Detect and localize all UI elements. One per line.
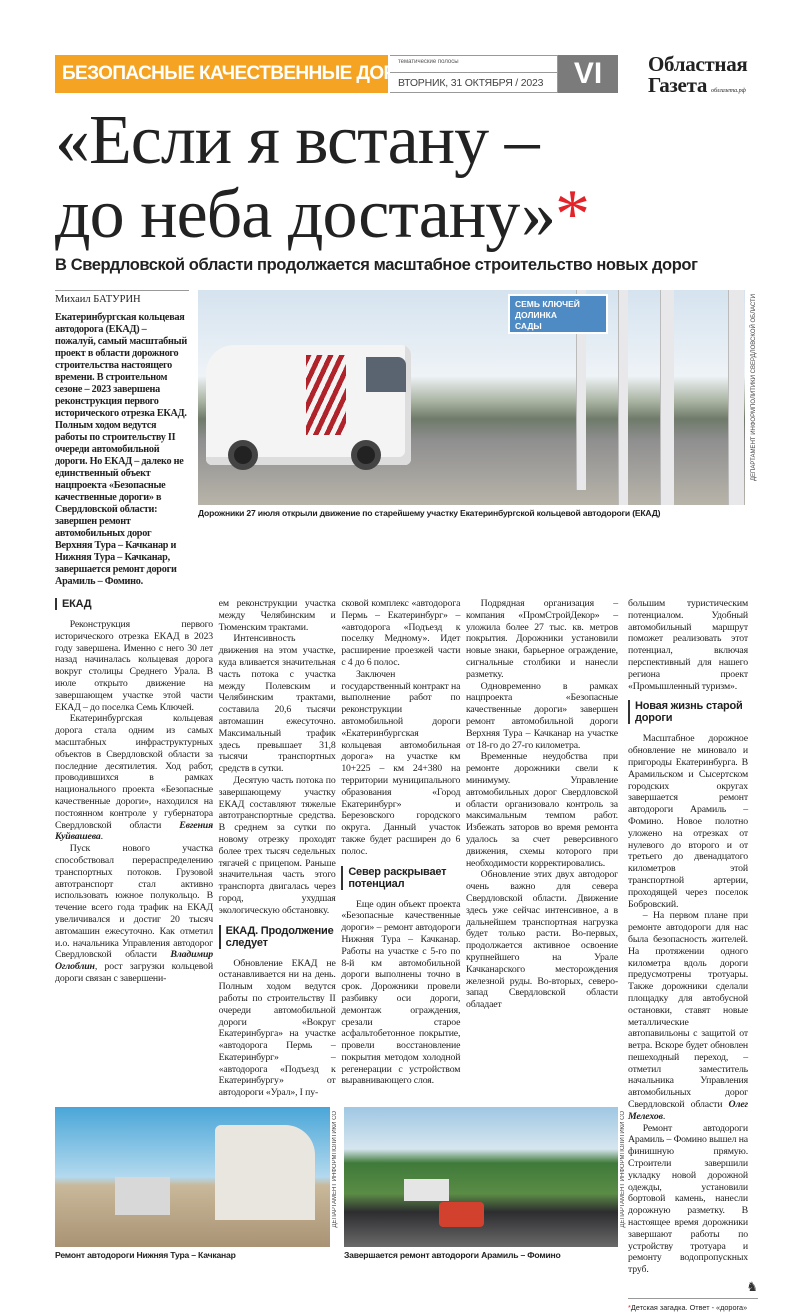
section-heading: ЕКАД. Продолжение следует — [219, 925, 336, 949]
sign-line: СЕМЬ КЛЮЧЕЙ — [515, 299, 580, 309]
section-heading: Новая жизнь старой дороги — [628, 700, 748, 724]
paragraph-text: ем реконструкции участка между Челябинским и Тюменским трактами. — [218, 598, 336, 633]
article-column-4 — [466, 598, 618, 1011]
headline-asterisk: * — [554, 176, 589, 253]
photo-caption-right: Завершается ремонт автодороги Арамиль – Фомино — [344, 1250, 561, 1261]
paragraph-text: Ремонт автодороги Арамиль – Фомино вышел на финишную прямую. Строители завершили укладку новой дорожной одежды, установили бортовой камень, нанесли дорожную разметку. В настоящее время дорожники завершают работы по устройству тротуара и ремонту водопропускных труб. — [628, 1122, 748, 1276]
person-name: Олег Мелехов — [628, 1099, 748, 1122]
divider — [390, 72, 557, 73]
article-column-5 — [628, 598, 748, 1276]
article-paragraph — [628, 1123, 748, 1276]
article-paragraph — [341, 669, 460, 858]
paragraph-text: сковой комплекс «автодорога Пермь – Екатеринбург» – «автодорога «Подъезд к поселку Медному». Идет расширение проезжей части с 4 до 6 полос. — [341, 598, 461, 668]
paragraph-text: Одновременно в рамках нацпроекта «Безопасные качественные дороги» завершен ремонт автомобильной дороги Верхняя Тура – Качканар на участке от 18-го до 27-го километра. — [465, 680, 618, 751]
byline: Михаил БАТУРИН — [55, 290, 189, 306]
article-column-1 — [55, 598, 213, 985]
section-heading: Север раскрывает потенциал — [341, 866, 460, 890]
person-name: Евгения Куйвашева — [55, 819, 213, 843]
sign-line: ДОЛИНКА — [515, 310, 557, 320]
road-sign — [508, 294, 608, 334]
photo-road-paving — [344, 1107, 618, 1247]
paragraph-text: Обновление этих двух автодорог очень важно для севера Свердловской области. Движение здесь уже сейчас интенсивное, а в дальнейшем транспортная нагрузка будет только расти. Во-первых, продолжается активное освоение крупнейшего на Урале Качканарского месторождения железной руды. Во-вторых, северо-запад Свердловской области обладает — [465, 869, 618, 1011]
photo-credit: ДЕПАРТАМЕНТ ИНФОРМПОЛИТИКИ СО — [620, 1111, 626, 1228]
article-paragraph — [219, 958, 336, 1100]
subheadline: В Свердловской области продолжается масштабное строительство новых дорог — [55, 256, 698, 274]
paragraph-text: Масштабное дорожное обновление не миновало и пригороды Екатеринбурга. В Арамильском и Сысертском городских округах завершается ремонт автодороги Арамиль – Фомино. Новое полотно уложено на отрезках от нулевого до второго и от третьего до двенадцатого километров этой транспортной артерии, проходящей через поселок Бобровский. — [628, 733, 748, 910]
paragraph-text: Реконструкция первого исторического отрезка ЕКАД в 2023 году завершена. Именно с него 30 лет назад начиналась кольцевая дорога вокруг столицы Среднего Урала. В июле открыто движение на завершающем участке этой части ЕКАД – до поселка Семь Ключей. — [55, 619, 213, 713]
newspaper-logo — [648, 54, 763, 102]
article-paragraph — [466, 598, 618, 681]
issue-info — [390, 55, 558, 93]
footnote-mark: * — [628, 1303, 631, 1312]
headline-line2: до неба достану» — [55, 176, 555, 253]
paragraph-text: Еще один объект проекта «Безопасные качественные дороги» – ремонт автодороги Нижняя Тура – Качканар. Работы на участке с 5-го по 8-й км автомобильной дороги выполнены точно в срок. Дорожники провели разбивку оси дороги, демонтаж ограждения, срезали старое асфальтобетонное покрытие, провели восстановление покрытия методом холодной регенерации с устройством выравнивающего слоя. — [341, 898, 461, 1087]
article-paragraph — [466, 869, 618, 1011]
footnote — [628, 1298, 758, 1312]
article-column-2 — [219, 598, 336, 1099]
main-photo-caption: Дорожники 27 июля открыли движение по старейшему участку Екатеринбургской кольцевой автодороги (ЕКАД) — [198, 508, 661, 518]
paragraph-text: . — [100, 831, 103, 843]
main-photo-ekad-van — [198, 290, 745, 505]
section-banner: БЕЗОПАСНЫЕ КАЧЕСТВЕННЫЕ ДОРОГИ — [55, 55, 388, 93]
paragraph-text: Временные неудобства при ремонте дорожники свели к минимуму. Управление автомобильных дорог Свердловской области организовало контроль за максимальным темпом работ. Избежать заторов во время ремонта удалось за счет реверсивного движения, схемы которого при необходимости корректировались. — [465, 751, 618, 869]
milling-machine — [215, 1125, 315, 1220]
paragraph-text: – На первом плане при ремонте автодороги для нас была безопасность жителей. На протяжении одного километра вдоль дороги предусмотрены тротуары. Также дорожники сделали площадку для автобусной остановки, ставят новые металлические автопавильоны с защитой от ветра. Вскоре будет обновлен пешеходный переход, – отметил заместитель начальника Управления автомобильных дорог Свердловской области — [628, 910, 748, 1111]
sign-line: САДЫ — [515, 321, 542, 331]
van-illustration — [206, 345, 411, 465]
article-column-3 — [341, 598, 460, 1087]
section-heading: ЕКАД — [55, 598, 213, 610]
person-name: Владимир Оглоблин — [55, 949, 213, 973]
paragraph-text: Обновление ЕКАД не останавливается ни на день. Полным ходом ведутся работы по строительству II очереди автомобильной дороги «Вокруг Екатеринбурга» на участке «автодорога Пермь – Екатеринбург» – «автодорога «Подъезд к Екатеринбургу» от автодороги «Урал», I пу- — [218, 957, 336, 1099]
article-paragraph — [219, 633, 336, 775]
headline — [55, 104, 775, 252]
article-paragraph — [219, 598, 336, 633]
article-paragraph — [466, 681, 618, 752]
paragraph-text: . — [662, 1110, 666, 1122]
lead-paragraph: Екатеринбургская кольцевая автодорога (ЕКАД) – пожалуй, самый масштабный проект в области дорожного строительства настоящего времени. В строительном сезоне – 2023 завершена реконструкция первого исторического отрезка ЕКАД. Полным ходом ведутся работы по строительству II очереди автомобильной дороги. Но ЕКАД – далеко не единственный объект нацпроекта «Безопасные качественные дороги» в Свердловской области: завершен ремонт автомобильных дорог Верхняя Тура – Качканар и Нижняя Тура – Качканар, завершается ремонт дороги Арамиль – Фомино. — [55, 312, 187, 587]
paragraph-text: Десятую часть потока по завершающему участку ЕКАД составляют тяжелые автотранспортные средства. В среднем за сутки по новому отрезку проходят более трех тысяч седельных тягачей с прицепом. Раньше значительная часть этого транспорта двигалась через город, ухудшая экологическую обстановку. — [218, 774, 336, 916]
photo-caption-left: Ремонт автодороги Нижняя Тура – Качканар — [55, 1250, 236, 1261]
article-paragraph — [628, 598, 748, 692]
dump-truck — [115, 1177, 170, 1215]
article-paragraph — [55, 843, 213, 985]
article-paragraph — [341, 899, 460, 1088]
article-paragraph — [55, 713, 213, 843]
article-body — [55, 290, 760, 1312]
road-roller — [439, 1202, 484, 1227]
issue-date: ВТОРНИК, 31 ОКТЯБРЯ / 2023 — [398, 77, 544, 89]
article-paragraph — [628, 733, 748, 910]
article-paragraph — [466, 751, 618, 869]
headline-line1: «Если я встану – — [55, 102, 539, 179]
paragraph-text: Интенсивность движения на этом участке, куда вливается значительная часть потока с участка между Полевским и Челябинским трактами, составила 20,6 тысячи автомашин ежесуточно. Максимальный трафик здесь превышает 31,8 тысячи транспортных средств в сутки. — [218, 633, 336, 775]
paragraph-text: Подрядная организация – компания «ПромСтройДекор» – уложила более 27 тыс. кв. метров покрытия. Дорожники установили новые знаки, барьерное ограждение, сигнальные столбики и нанесли разметку. — [465, 598, 618, 680]
photo-road-milling — [55, 1107, 330, 1247]
article-paragraph — [219, 775, 336, 917]
logo-url: облгазета.рф — [711, 88, 746, 94]
paragraph-text: Екатеринбургская кольцевая дорога стала одним из самых масштабных инфраструктурных объектов в Свердловской области за последние десятилетия. Ход работ, проводившихся в рамках национального проекта «Безопасные качественные дороги», находился на постоянном контроле у губернатора Свердловской области — [55, 713, 213, 831]
paragraph-text: , рост загрузки кольцевой дороги связан с завершени- — [55, 961, 213, 984]
truck — [404, 1179, 449, 1201]
paragraph-text: Пуск нового участка способствовал перераспределению транспортных потоков. Грузовой автотранспорт стал активно использовать южное полукольцо. В течение всего года трафик на ЕКАД увеличивался и достиг 20 тысяч автомашин ежесуточно. Как отметил и.о. начальника Управления автодорог Свердловской области — [55, 843, 213, 961]
article-paragraph — [628, 910, 748, 1122]
article-paragraph — [341, 598, 460, 669]
footnote-text: Детская загадка. Ответ - «дорога» — [630, 1303, 748, 1312]
coat-of-arms-icon: ♞ — [746, 1279, 758, 1295]
thematic-label: тематические полосы — [398, 59, 459, 65]
article-paragraph — [55, 619, 213, 713]
logo-line2: Газета — [648, 73, 708, 97]
page-number: VI — [558, 55, 618, 93]
paragraph-text: большим туристическим потенциалом. Удобный автомобильный маршрут поможет реализовать этот потенциал, включая перспективный для нашего региона проект «Промышленный туризм». — [628, 598, 748, 692]
paragraph-text: Заключен государственный контракт на выполнение работ по реконструкции автомобильной дороги «Екатеринбургская кольцевая автомобильная дорога» на участке км 10+225 – км 24+380 на территории муниципального образования «Город Екатеринбург» и Березовского городского округа. Данный участок также будет расширен до 6 полос. — [341, 668, 461, 857]
photo-credit: ДЕПАРТАМЕНТ ИНФОРМПОЛИТИКИ СО — [332, 1111, 338, 1228]
logo-line1: Областная — [648, 52, 748, 76]
photo-credit: ДЕПАРТАМЕНТ ИНФОРМПОЛИТИКИ СВЕРДЛОВСКОЙ ОБЛАСТИ — [751, 294, 757, 482]
